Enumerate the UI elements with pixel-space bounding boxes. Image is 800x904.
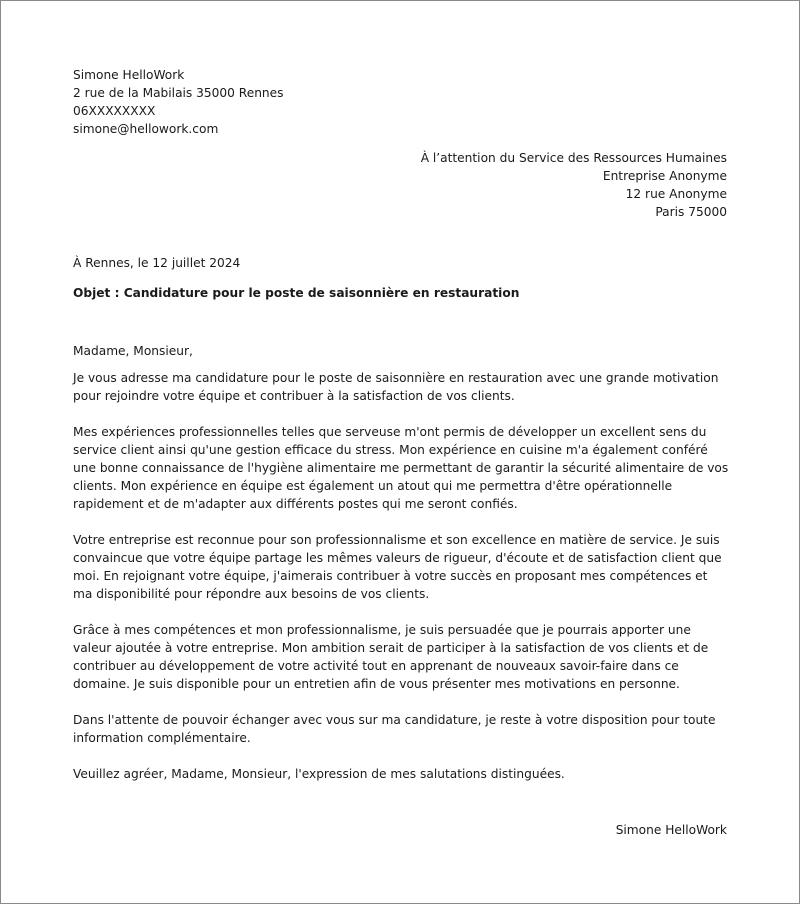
body-paragraph: Grâce à mes compétences et mon professionnalisme, je suis persuadée que je pourrais apporter une valeur ajoutée à votre entreprise. Mon ambition serait de participer à la satisfaction de vos clients et de contribuer au développement de votre activité tout en apprenant de nouveaux savoir-faire dans ce domaine. Je suis disponible pour un entretien afin de vous présenter mes motivations en personne. — [73, 623, 709, 691]
recipient-street: 12 rue Anonyme — [625, 187, 727, 201]
letter-greeting: Madame, Monsieur, — [73, 344, 193, 358]
recipient-company: Entreprise Anonyme — [602, 169, 727, 183]
signature: Simone HelloWork — [615, 823, 727, 837]
sender-name: Simone HelloWork — [73, 68, 185, 82]
closing-paragraph: Veuillez agréer, Madame, Monsieur, l'expression de mes salutations distinguées. — [73, 767, 565, 781]
letter-subject: Objet : Candidature pour le poste de saisonnière en restauration — [73, 286, 520, 300]
body-paragraph: Je vous adresse ma candidature pour le poste de saisonnière en restauration avec une grande motivation pour rejoindre votre équipe et contribuer à la satisfaction de vos clients. — [73, 371, 719, 403]
recipient-city: Paris 75000 — [655, 205, 727, 219]
recipient-block — [421, 149, 727, 221]
recipient-attention: À l’attention du Service des Ressources Humaines — [420, 151, 727, 165]
body-paragraph: Mes expériences professionnelles telles que serveuse m'ont permis de développer un excellent sens du service client ainsi qu'une gestion efficace du stress. Mon expérience en cuisine m'a également conféré une bonne connaissance de l'hygiène alimentaire me permettant de garantir la sécurité alimentaire de vos clients. Mon expérience en équipe est également un atout qui me permettra d'être opérationnelle rapidement et de m'adapter aux différents postes qui me seront confiés. — [73, 425, 729, 511]
letter-body — [73, 342, 729, 783]
body-paragraph: Dans l'attente de pouvoir échanger avec vous sur ma candidature, je reste à votre disposition pour toute information complémentaire. — [73, 713, 716, 745]
sender-block — [73, 66, 284, 138]
body-paragraph: Votre entreprise est reconnue pour son professionnalisme et son excellence en matière de service. Je suis convaincue que votre équipe partage les mêmes valeurs de rigueur, d'écoute et de satisfaction client que moi. En rejoignant votre équipe, j'aimerais contribuer à votre succès en proposant mes compétences et ma disponibilité pour répondre aux besoins de vos clients. — [73, 533, 722, 601]
letter-date: À Rennes, le 12 juillet 2024 — [73, 256, 241, 270]
sender-email: simone@hellowork.com — [73, 122, 219, 136]
sender-phone: 06XXXXXXXX — [73, 104, 156, 118]
sender-address: 2 rue de la Mabilais 35000 Rennes — [73, 86, 284, 100]
